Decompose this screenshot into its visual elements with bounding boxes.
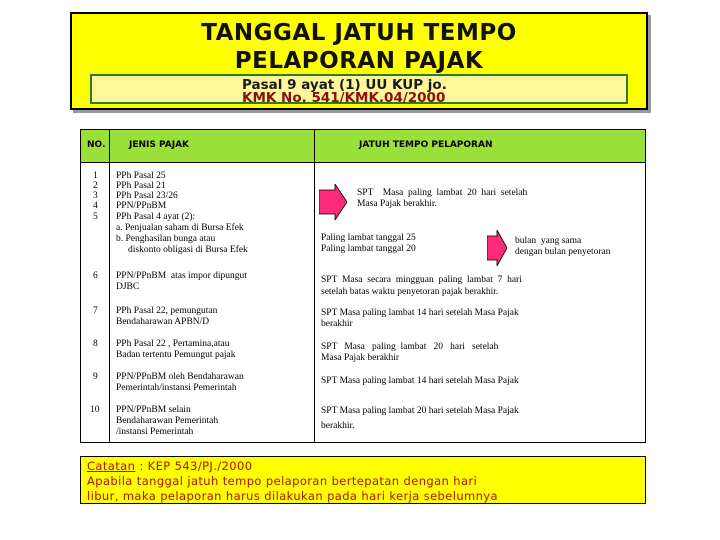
jenis-pajak-cell: PPh Pasal 21 xyxy=(116,181,166,191)
jatuh-tempo-cell: SPT Masa paling lambat 20 hari setelah xyxy=(357,188,528,198)
title-line-2: PELAPORAN PAJAK xyxy=(234,48,484,74)
title-box xyxy=(70,12,648,110)
arrow-right-icon xyxy=(487,230,507,266)
jenis-pajak-cell: PPN/PPnBM selain xyxy=(116,405,191,415)
jatuh-tempo-cell: dengan bulan penyetoran xyxy=(515,247,611,257)
row-number: 10 xyxy=(90,405,100,415)
table-header xyxy=(81,130,645,163)
row-number: 2 xyxy=(93,181,98,191)
jenis-pajak-cell: Pemerintah/instansi Pemerintah xyxy=(116,383,237,393)
jenis-pajak-cell: PPN/PPnBM atas impor dipungut xyxy=(116,271,247,281)
jatuh-tempo-cell: Masa Pajak berakhir xyxy=(321,353,400,363)
jatuh-tempo-cell: setelah batas waktu penyetoran pajak berakhir. xyxy=(321,287,499,297)
jatuh-tempo-cell: SPT Masa paling lambat 14 hari setelah Masa Pajak xyxy=(321,376,519,386)
jatuh-tempo-cell: SPT Masa paling lambat 20 hari setelah xyxy=(321,342,499,352)
jenis-pajak-cell: a. Penjualan saham di Bursa Efek xyxy=(116,223,244,233)
row-number: 3 xyxy=(93,191,98,201)
row-number: 7 xyxy=(93,306,98,316)
note-line-2: Apabila tanggal jatuh tempo pelaporan bertepatan dengan hari xyxy=(87,474,478,488)
row-number: 8 xyxy=(93,339,98,349)
arrow-right-icon xyxy=(319,184,347,220)
note-heading xyxy=(87,459,252,473)
jenis-pajak-cell: PPh Pasal 23/26 xyxy=(116,191,178,201)
jatuh-tempo-cell: SPT Masa paling lambat 20 hari setelah Masa Pajak xyxy=(321,406,519,416)
jatuh-tempo-cell: berakhir. xyxy=(321,421,355,431)
jenis-pajak-cell: Badan tertentu Pemungut pajak xyxy=(116,350,236,360)
note-label: Catatan xyxy=(87,459,136,473)
jatuh-tempo-cell: Paling lambat tanggal 25 xyxy=(321,233,416,243)
header-jenis-pajak: JENIS PAJAK xyxy=(129,140,190,150)
jenis-pajak-cell: diskonto obligasi di Bursa Efek xyxy=(128,245,248,255)
row-number: 6 xyxy=(93,271,98,281)
legal-basis-line-2: KMK No. 541/KMK.04/2000 xyxy=(242,90,446,106)
jenis-pajak-cell: PPN/PPnBM xyxy=(116,201,167,211)
jatuh-tempo-cell: SPT Masa secara mingguan paling lambat 7 hari xyxy=(321,275,522,285)
header-no: NO. xyxy=(87,140,106,150)
jenis-pajak-cell: Bendaharawan APBN/D xyxy=(116,317,210,327)
jenis-pajak-cell: Bendaharawan Pemerintah xyxy=(116,416,219,426)
legal-basis-line-1: Pasal 9 ayat (1) UU KUP jo. xyxy=(242,77,447,93)
jatuh-tempo-cell: Paling lambat tanggal 20 xyxy=(321,244,416,254)
note-line-3: libur, maka pelaporan harus dilakukan pada hari kerja sebelumnya xyxy=(87,489,498,503)
jenis-pajak-cell: /instansi Pemerintah xyxy=(116,427,194,437)
column-divider xyxy=(109,130,110,442)
jenis-pajak-cell: b. Penghasilan bunga atau xyxy=(116,234,216,244)
note-colon: : xyxy=(135,459,148,473)
row-number: 1 xyxy=(93,171,98,181)
tax-deadline-table xyxy=(80,129,646,443)
title-line-1: TANGGAL JATUH TEMPO xyxy=(201,20,517,46)
row-number: 5 xyxy=(93,212,98,222)
legal-basis-box xyxy=(90,74,628,104)
jatuh-tempo-cell: SPT Masa paling lambat 14 hari setelah Masa Pajak xyxy=(321,308,519,318)
jatuh-tempo-cell: berakhir xyxy=(321,319,353,329)
row-number: 9 xyxy=(93,372,98,382)
jatuh-tempo-cell: bulan yang sama xyxy=(515,236,582,246)
jenis-pajak-cell: PPh Pasal 25 xyxy=(116,171,166,181)
jenis-pajak-cell: PPh Pasal 22, pemungutan xyxy=(116,306,218,316)
header-jatuh-tempo: JATUH TEMPO PELAPORAN xyxy=(359,140,493,150)
jenis-pajak-cell: DJBC xyxy=(116,282,140,292)
jenis-pajak-cell: PPh Pasal 4 ayat (2): xyxy=(116,212,196,222)
note-box xyxy=(80,456,646,504)
note-reference: KEP 543/PJ./2000 xyxy=(147,459,253,473)
column-divider xyxy=(314,130,315,442)
jatuh-tempo-cell: Masa Pajak berakhir. xyxy=(357,199,437,209)
jenis-pajak-cell: PPh Pasal 22 , Pertamina,atau xyxy=(116,339,230,349)
jenis-pajak-cell: PPN/PPnBM oleh Bendaharawan xyxy=(116,372,244,382)
row-number: 4 xyxy=(93,201,98,211)
